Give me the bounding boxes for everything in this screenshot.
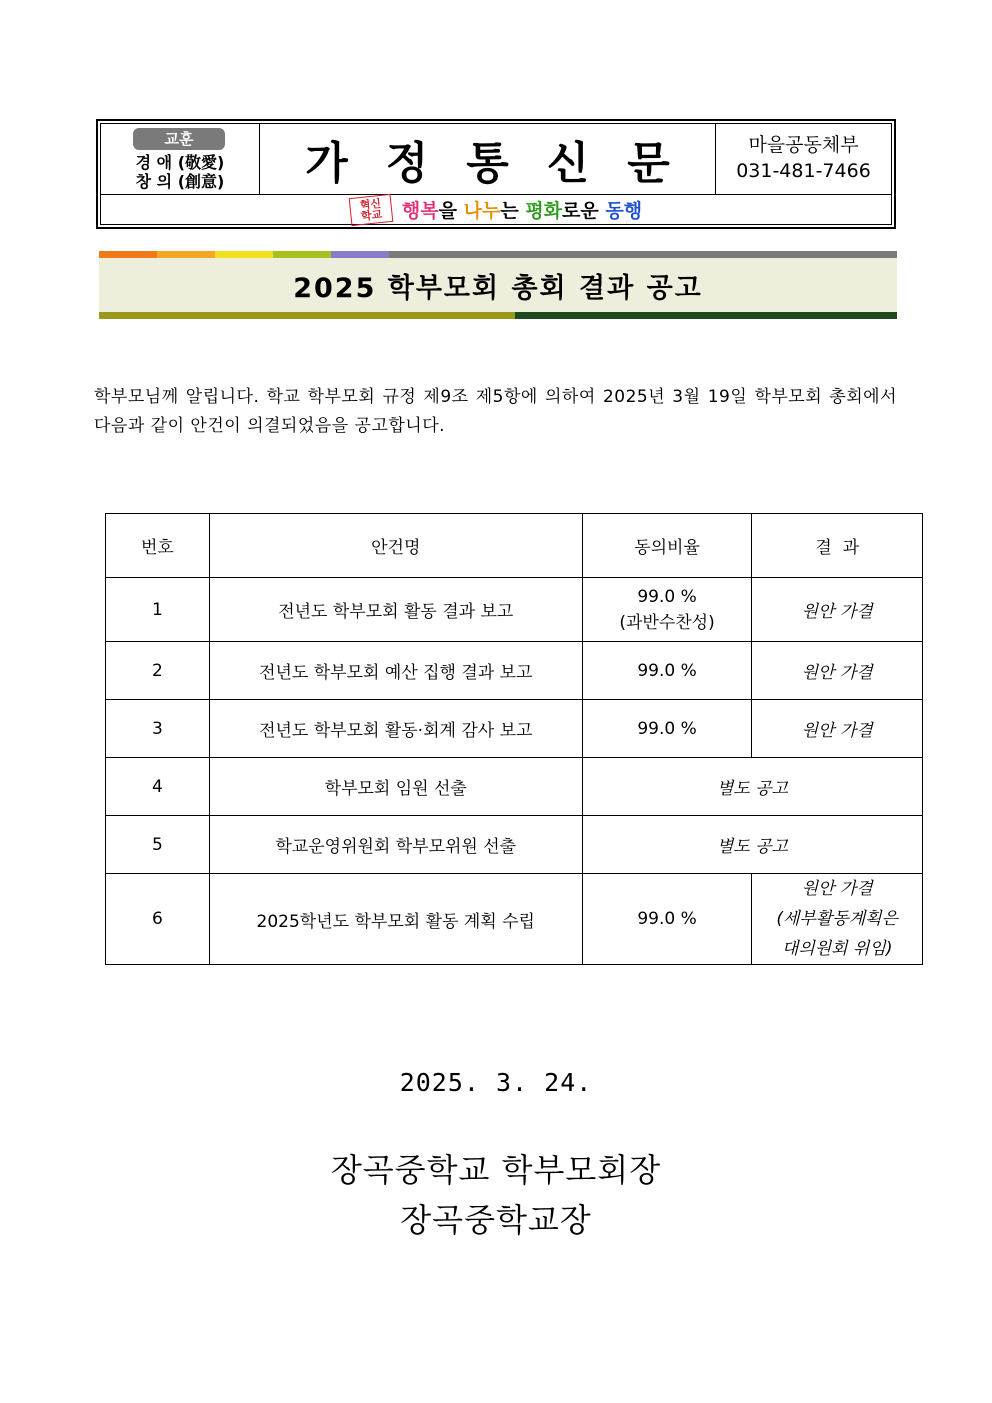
table-row (106, 700, 923, 758)
row-no: 4 (106, 758, 210, 816)
stamp-line-1: 혁신 (359, 196, 382, 212)
motto-line-2: 창 의 (創意) (135, 172, 225, 191)
signature-parent-association: 장곡중학교 학부모회장 (330, 1151, 662, 1189)
row-name: 학교운영위원회 학부모위원 선출 (209, 816, 582, 874)
signature-principal: 장곡중학교장 (400, 1201, 592, 1239)
row-result: 원안 가결 (752, 578, 923, 642)
department-info (716, 124, 891, 194)
banner-top-stripe (99, 251, 897, 258)
header-result: 결 과 (752, 514, 923, 578)
row-rate: 99.0 % (582, 700, 752, 758)
table-header-row (106, 514, 923, 578)
newsletter-header (96, 119, 896, 229)
header-rate: 동의비율 (582, 514, 752, 578)
slogan-particle-3: 로운 (562, 200, 606, 222)
stripe-segment (389, 251, 897, 258)
notice-date: 2025. 3. 24. (399, 1068, 593, 1097)
stripe-segment (157, 251, 215, 258)
intro-paragraph: 학부모님께 알립니다. 학교 학부모회 규정 제9조 제5항에 의하여 2025년 3월 19일 학부모회 총회에서 다음과 같이 안건이 의결되었음을 공고합니다. (94, 387, 897, 436)
stamp-line-2: 학교 (360, 207, 383, 223)
row-result: 원안 가결 (752, 642, 923, 700)
stripe-segment-bottom (515, 312, 897, 319)
stripe-segment-bottom (99, 312, 515, 319)
result-note-1: (세부활동계획은 (776, 909, 898, 929)
row-no: 5 (106, 816, 210, 874)
row-no: 2 (106, 642, 210, 700)
slogan-particle-1: 을 (438, 200, 464, 222)
row-merged-result: 별도 공고 (582, 816, 922, 874)
department-phone: 031-481-7466 (736, 160, 871, 182)
row-no: 6 (106, 874, 210, 965)
row-rate: 99.0 % (582, 874, 752, 965)
row-name: 2025학년도 학부모회 활동 계획 수립 (209, 874, 582, 965)
header-name: 안건명 (209, 514, 582, 578)
department-name: 마을공동체부 (748, 134, 859, 156)
row-rate (582, 578, 752, 642)
school-motto (101, 124, 260, 194)
table-row (106, 758, 923, 816)
rate-note: (과반수찬성) (619, 612, 715, 633)
table-row (106, 874, 923, 965)
agenda-results-table (105, 513, 923, 965)
row-result: 원안 가결 (752, 700, 923, 758)
slogan-particle-2: 는 (500, 200, 526, 222)
slogan-word-4: 동행 (605, 200, 643, 222)
row-name: 전년도 학부모회 예산 집행 결과 보고 (209, 642, 582, 700)
row-rate: 99.0 % (582, 642, 752, 700)
motto-label: 교훈 (133, 128, 225, 150)
result-value: 원안 가결 (801, 879, 873, 899)
notice-title: 2025 학부모회 총회 결과 공고 (293, 272, 703, 304)
slogan-word-3: 평화 (525, 200, 563, 222)
row-name: 전년도 학부모회 활동·회계 감사 보고 (209, 700, 582, 758)
slogan-row (101, 195, 891, 224)
table-row (106, 578, 923, 642)
row-result (752, 874, 923, 965)
stripe-segment (331, 251, 389, 258)
newsletter-title: 가정통신문 (260, 124, 716, 194)
slogan-word-1: 행복 (401, 200, 439, 222)
row-name: 전년도 학부모회 활동 결과 보고 (209, 578, 582, 642)
table-row (106, 642, 923, 700)
motto-line-1: 경 애 (敬愛) (135, 153, 225, 172)
slogan-word-2: 나누 (463, 200, 501, 222)
stripe-segment (99, 251, 157, 258)
rate-value: 99.0 % (637, 586, 697, 607)
row-merged-result: 별도 공고 (582, 758, 922, 816)
stripe-segment (273, 251, 331, 258)
header-top-row (101, 124, 891, 195)
stripe-segment (215, 251, 273, 258)
row-no: 3 (106, 700, 210, 758)
banner-bottom-stripe (99, 312, 897, 319)
header-no: 번호 (106, 514, 210, 578)
result-note-2: 대의원회 위임) (781, 939, 893, 959)
notice-banner (99, 258, 897, 312)
header-inner-frame (100, 123, 892, 225)
row-no: 1 (106, 578, 210, 642)
row-name: 학부모회 임원 선출 (209, 758, 582, 816)
innovation-school-stamp (349, 193, 394, 225)
table-row (106, 816, 923, 874)
